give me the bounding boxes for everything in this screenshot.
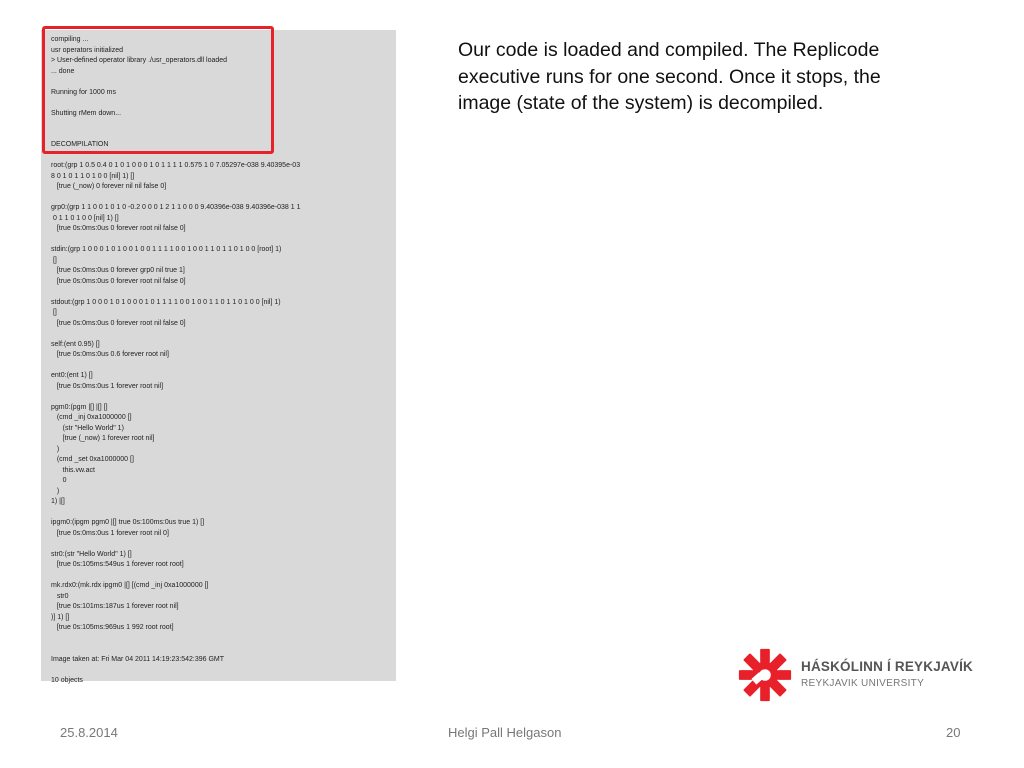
console-line: [true 0s:0ms:0us 1 forever root nil] [51,382,164,390]
console-line [51,508,391,519]
console-line: (cmd _set 0xa1000000 [] [51,456,134,463]
console-line: [true (_now) 1 forever root nil] [51,435,155,442]
console-line: [] [51,256,57,264]
console-line: [true 0s:0ms:0us 0 forever root nil false 0] [51,225,186,232]
console-line [51,392,391,403]
slide-number: 20 [946,725,961,740]
highlight-box [42,26,274,154]
console-line: 8 0 1 0 1 1 0 1 0 0 [nil] 1) [] [51,172,135,180]
console-line: this.vw.act [51,466,95,474]
footer-date: 25.8.2014 [60,725,118,740]
console-line: 0 1 1 0 1 0 0 [nil] 1) [] [51,214,119,222]
console-line [51,644,391,655]
console-line: 10 objects [51,676,83,684]
console-line: grp0:(grp 1 1 0 0 1 0 1 0 -0.2 0 0 0 1 2 1 1 0 0 0 9.40396e-038 9.40396e-038 1 1 [51,204,301,211]
console-line [51,235,391,246]
console-line: DECOMPILATION [51,141,109,148]
console-line: 1) |[] [51,498,65,505]
university-logo [736,646,1006,706]
logo-name-icelandic: HÁSKÓLINN Í REYKJAVÍK [801,659,973,674]
console-line: stdin:(grp 1 0 0 0 1 0 1 0 0 1 0 0 1 1 1 1 0 0 1 0 0 1 1 0 1 1 0 1 0 0 [root] 1) [51,246,282,253]
console-line: str0 [51,592,69,600]
console-line: [true (_now) 0 forever nil nil false 0] [51,183,167,190]
console-line: Running for 1000 ms [51,88,116,96]
console-line: [true 0s:0ms:0us 1 forever root nil 0] [51,529,169,537]
console-line: stdout:(grp 1 0 0 0 1 0 1 0 0 0 1 0 1 1 1 1 0 0 1 0 0 1 1 0 1 1 0 1 0 0 [nil] 1) [51,298,281,306]
console-line [51,361,391,372]
console-line: Image taken at: Fri Mar 04 2011 14:19:23:542:396 GMT [51,655,225,663]
console-line: [] [51,309,57,316]
console-line: (cmd _inj 0xa1000000 [] [51,414,132,421]
reykjavik-university-emblem-icon [736,646,794,704]
console-line: ) [51,487,60,495]
console-line: > User-defined operator library ./usr_operators.dll loaded [51,57,228,64]
console-line: self:(ent 0.95) [] [51,340,100,348]
console-line: (str "Hello World" 1) [51,424,124,432]
console-line: 0 [51,477,67,484]
console-line: root:(grp 1 0.5 0.4 0 1 0 1 0 0 0 1 0 1 1 1 1 0.575 1 0 7.05297e-038 9.40395e-03 [51,162,301,169]
console-line [51,571,391,582]
console-line: [true 0s:0ms:0us 0 forever root nil false 0] [51,319,186,327]
console-line: [true 0s:101ms:187us 1 forever root nil] [51,603,179,610]
console-line [51,329,391,340]
slide-caption: Our code is loaded and compiled. The Replicode executive runs for one second. Once it stops, the image (state of the system) is decompiled. [458,39,881,114]
console-line: ... done [51,67,75,75]
console-line: Shutting rMem down... [51,109,122,117]
console-line: mk.rdx0:(mk.rdx ipgm0 |[] [(cmd _inj 0xa1000000 [] [51,582,209,589]
console-line [51,193,391,204]
console-line: ) [51,445,60,453]
console-line [51,539,391,550]
console-line [51,665,391,676]
console-line: str0:(str "Hello World" 1) [] [51,550,132,558]
console-line: [true 0s:105ms:969us 1 992 root root] [51,624,174,631]
console-line: usr operators initialized [51,46,123,54]
console-line: [true 0s:0ms:0us 0 forever grp0 nil true 1] [51,267,185,274]
footer-author: Helgi Pall Helgason [448,725,562,740]
console-line: [true 0s:105ms:549us 1 forever root root] [51,561,184,568]
console-line: pgm0:(pgm |[] |[] [] [51,403,108,411]
console-line: ent0:(ent 1) [] [51,372,93,379]
console-line: compiling ... [51,36,89,43]
console-line [51,287,391,298]
console-line: ipgm0:(ipgm pgm0 |[] true 0s:100ms:0us true 1) [] [51,519,205,526]
console-line: [true 0s:0ms:0us 0.6 forever root nil] [51,351,169,358]
logo-name-english: REYKJAVIK UNIVERSITY [801,678,925,689]
console-line [51,634,391,645]
console-line: [true 0s:0ms:0us 0 forever root nil false 0] [51,277,186,285]
console-line: )] 1) [] [51,613,70,621]
